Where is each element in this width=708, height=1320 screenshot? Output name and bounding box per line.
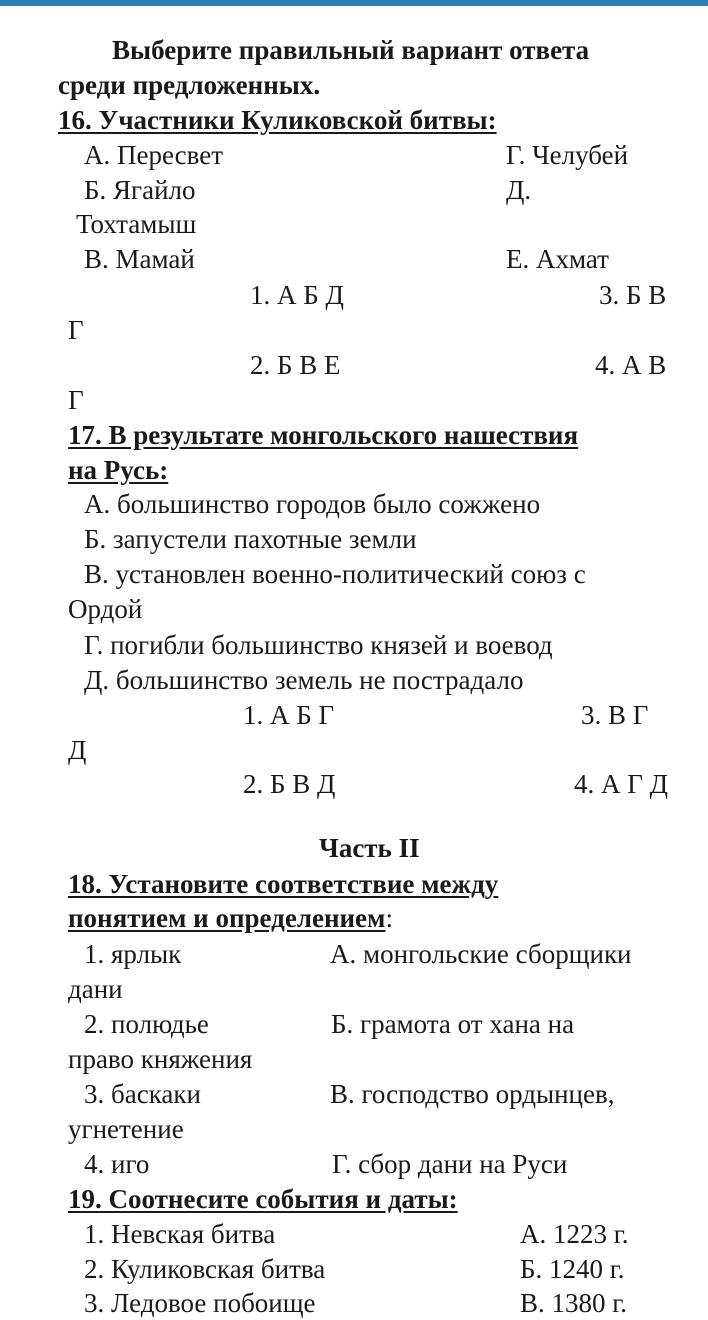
q19-title: 19. Соотнесите события и даты:	[68, 1184, 458, 1214]
q16-option-b: Б. Ягайло	[84, 175, 196, 205]
q19-date-v: В. 1380 г.	[520, 1288, 628, 1318]
q18-definition-a: А. монгольские сборщики	[330, 939, 632, 969]
q17-option-v: В. установлен военно-политический союз с	[84, 559, 586, 589]
top-accent-bar	[0, 0, 708, 6]
instruction-line-1: Выберите правильный вариант ответа	[112, 35, 590, 65]
q17-option-v-continued: Ордой	[68, 594, 143, 624]
part-2-heading: Часть II	[319, 833, 420, 863]
q16-answer-3: 3. Б В	[599, 280, 667, 310]
q18-definition-b-continued: право княжения	[68, 1044, 253, 1074]
q17-option-d: Д. большинство земель не пострадало	[84, 665, 524, 695]
q16-answer-4: 4. А В	[595, 350, 667, 380]
q19-event-3: 3. Ледовое побоище	[84, 1288, 316, 1318]
q19-event-1: 1. Невская битва	[84, 1219, 276, 1249]
q16-answer-1: 1. А Б Д	[250, 280, 344, 310]
q18-definition-g: Г. сбор дани на Руси	[332, 1149, 568, 1179]
q16-title: 16. Участники Куликовской битвы:	[58, 105, 497, 135]
q18-title-line-2: понятием и определением	[68, 903, 386, 933]
q18-definition-v: В. господство ордынцев,	[330, 1079, 615, 1109]
q18-definition-a-continued: дани	[68, 974, 123, 1004]
q18-title-line-1: 18. Установите соответствие между	[68, 869, 499, 899]
q18-title-line-2-wrap	[68, 901, 393, 935]
q18-term-1: 1. ярлык	[84, 939, 182, 969]
q16-option-d: Д.	[506, 175, 532, 205]
q17-answer-3-continued: Д	[68, 735, 87, 765]
q18-title-colon: :	[385, 903, 393, 933]
q18-term-2: 2. полюдье	[84, 1009, 209, 1039]
q16-option-e: Е. Ахмат	[506, 244, 609, 274]
instruction-line-2: среди предложенных.	[58, 70, 321, 100]
q16-option-d-continued: Тохтамыш	[76, 209, 197, 239]
q17-answer-3: 3. В Г	[581, 700, 649, 730]
q17-option-a: А. большинство городов было сожжено	[84, 489, 541, 519]
q18-definition-b: Б. грамота от хана на	[331, 1009, 575, 1039]
q17-answer-1: 1. А Б Г	[243, 700, 335, 730]
q16-answer-2: 2. Б В Е	[250, 350, 341, 380]
q17-answer-4: 4. А Г Д	[574, 769, 669, 799]
q17-option-g: Г. погибли большинство князей и воевод	[84, 630, 553, 660]
q16-option-g: Г. Челубей	[506, 140, 629, 170]
q19-date-a: А. 1223 г.	[520, 1219, 629, 1249]
q16-answer-4-continued: Г	[68, 385, 84, 415]
q17-answer-2: 2. Б В Д	[243, 769, 336, 799]
q17-title-line-1: 17. В результате монгольского нашествия	[68, 420, 579, 450]
q18-term-3: 3. баскаки	[84, 1079, 201, 1109]
q19-event-2: 2. Куликовская битва	[84, 1254, 326, 1284]
q16-option-a: А. Пересвет	[84, 140, 223, 170]
q18-term-4: 4. иго	[84, 1149, 150, 1179]
q16-option-v: В. Мамай	[84, 244, 195, 274]
q19-date-b: Б. 1240 г.	[520, 1254, 625, 1284]
q17-title-line-2: на Русь:	[68, 455, 169, 485]
q16-answer-3-continued: Г	[68, 315, 84, 345]
q17-option-b: Б. запустели пахотные земли	[84, 524, 417, 554]
q18-definition-v-continued: угнетение	[68, 1114, 184, 1144]
